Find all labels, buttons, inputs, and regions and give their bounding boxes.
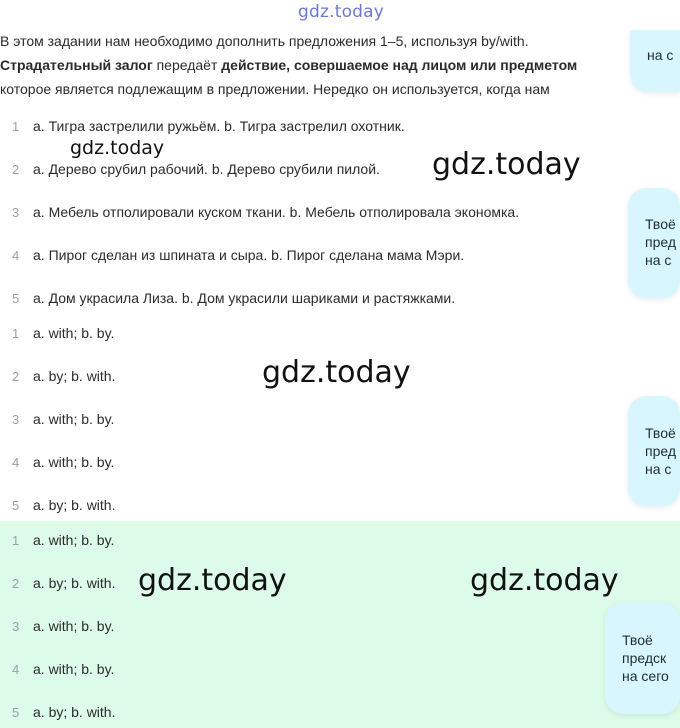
answer-text: a. with; b. by. (33, 454, 115, 470)
answer-number: 5 (12, 498, 20, 513)
intro-line-2 (0, 54, 646, 78)
sentence-number: 3 (12, 205, 20, 220)
bubble-line: Твоё (622, 632, 653, 648)
answer-text: a. by; b. with. (33, 704, 116, 720)
answer-number: 1 (12, 533, 20, 548)
bubble-line: пред (645, 443, 677, 459)
sentence-number: 4 (12, 248, 20, 263)
intro-line-3: которое является подлежащим в предложении. Нередко он используется, когда нам (0, 81, 550, 97)
answer-text: a. with; b. by. (33, 618, 115, 634)
answer-number: 5 (12, 705, 20, 720)
answer-text: a. with; b. by. (33, 325, 115, 341)
answer-number: 1 (12, 326, 20, 341)
passive-voice-definition: действие, совершаемое над лицом или предметом (221, 57, 578, 73)
promo-bubble[interactable] (628, 188, 680, 298)
sentence-text: a. Мебель отполировали куском ткани. b. Мебель отполировала экономка. (33, 204, 520, 220)
bubble-line: Твоё (645, 216, 676, 232)
answer-text: a. by; b. with. (33, 497, 116, 513)
intro-line-1: В этом задании нам необходимо дополнить предложения 1–5, используя by/with. (0, 33, 529, 49)
intro-line-2-mid: передаёт (152, 57, 222, 73)
answer-text: a. with; b. by. (33, 661, 115, 677)
sentence-text: a. Пирог сделан из шпината и сыра. b. Пирог сделана мама Мэри. (33, 247, 465, 263)
answer-text: a. by; b. with. (33, 368, 116, 384)
passive-voice-term: Страдательный залог (0, 57, 153, 73)
answer-text: a. with; b. by. (33, 532, 115, 548)
promo-bubble[interactable] (628, 396, 680, 506)
bubble-line: Твоё (645, 425, 676, 441)
sentence-number: 2 (12, 162, 20, 177)
answer-text: a. by; b. with. (33, 575, 116, 591)
sentence-text: a. Тигра застрелили ружьём. b. Тигра застрелил охотник. (33, 118, 405, 134)
bubble-line: на сего (622, 668, 669, 684)
answer-number: 4 (12, 662, 20, 677)
bubble-line: на с (647, 47, 674, 63)
promo-bubble[interactable] (605, 602, 680, 714)
answer-number: 2 (12, 369, 20, 384)
bubble-line: на с (645, 461, 672, 477)
watermark: gdz.today (262, 355, 411, 390)
intro-paragraph (0, 30, 646, 102)
sentence-text: a. Дерево срубил рабочий. b. Дерево срубили пилой. (33, 161, 380, 177)
promo-bubble[interactable] (630, 30, 680, 92)
answer-number: 3 (12, 412, 20, 427)
watermark: gdz.today (432, 147, 581, 182)
answer-text: a. with; b. by. (33, 411, 115, 427)
answer-number: 3 (12, 619, 20, 634)
bubble-line: на с (645, 252, 672, 268)
bubble-line: пред (645, 234, 677, 250)
watermark: gdz.today (138, 563, 287, 598)
answer-number: 4 (12, 455, 20, 470)
sentence-number: 1 (12, 119, 20, 134)
sentence-number: 5 (12, 291, 20, 306)
site-logo: gdz.today (298, 2, 385, 22)
watermark: gdz.today (470, 563, 619, 598)
answer-number: 2 (12, 576, 20, 591)
bubble-line: предск (622, 650, 667, 666)
watermark: gdz.today (70, 137, 165, 159)
sentence-text: a. Дом украсила Лиза. b. Дом украсили шариками и растяжками. (33, 290, 456, 306)
